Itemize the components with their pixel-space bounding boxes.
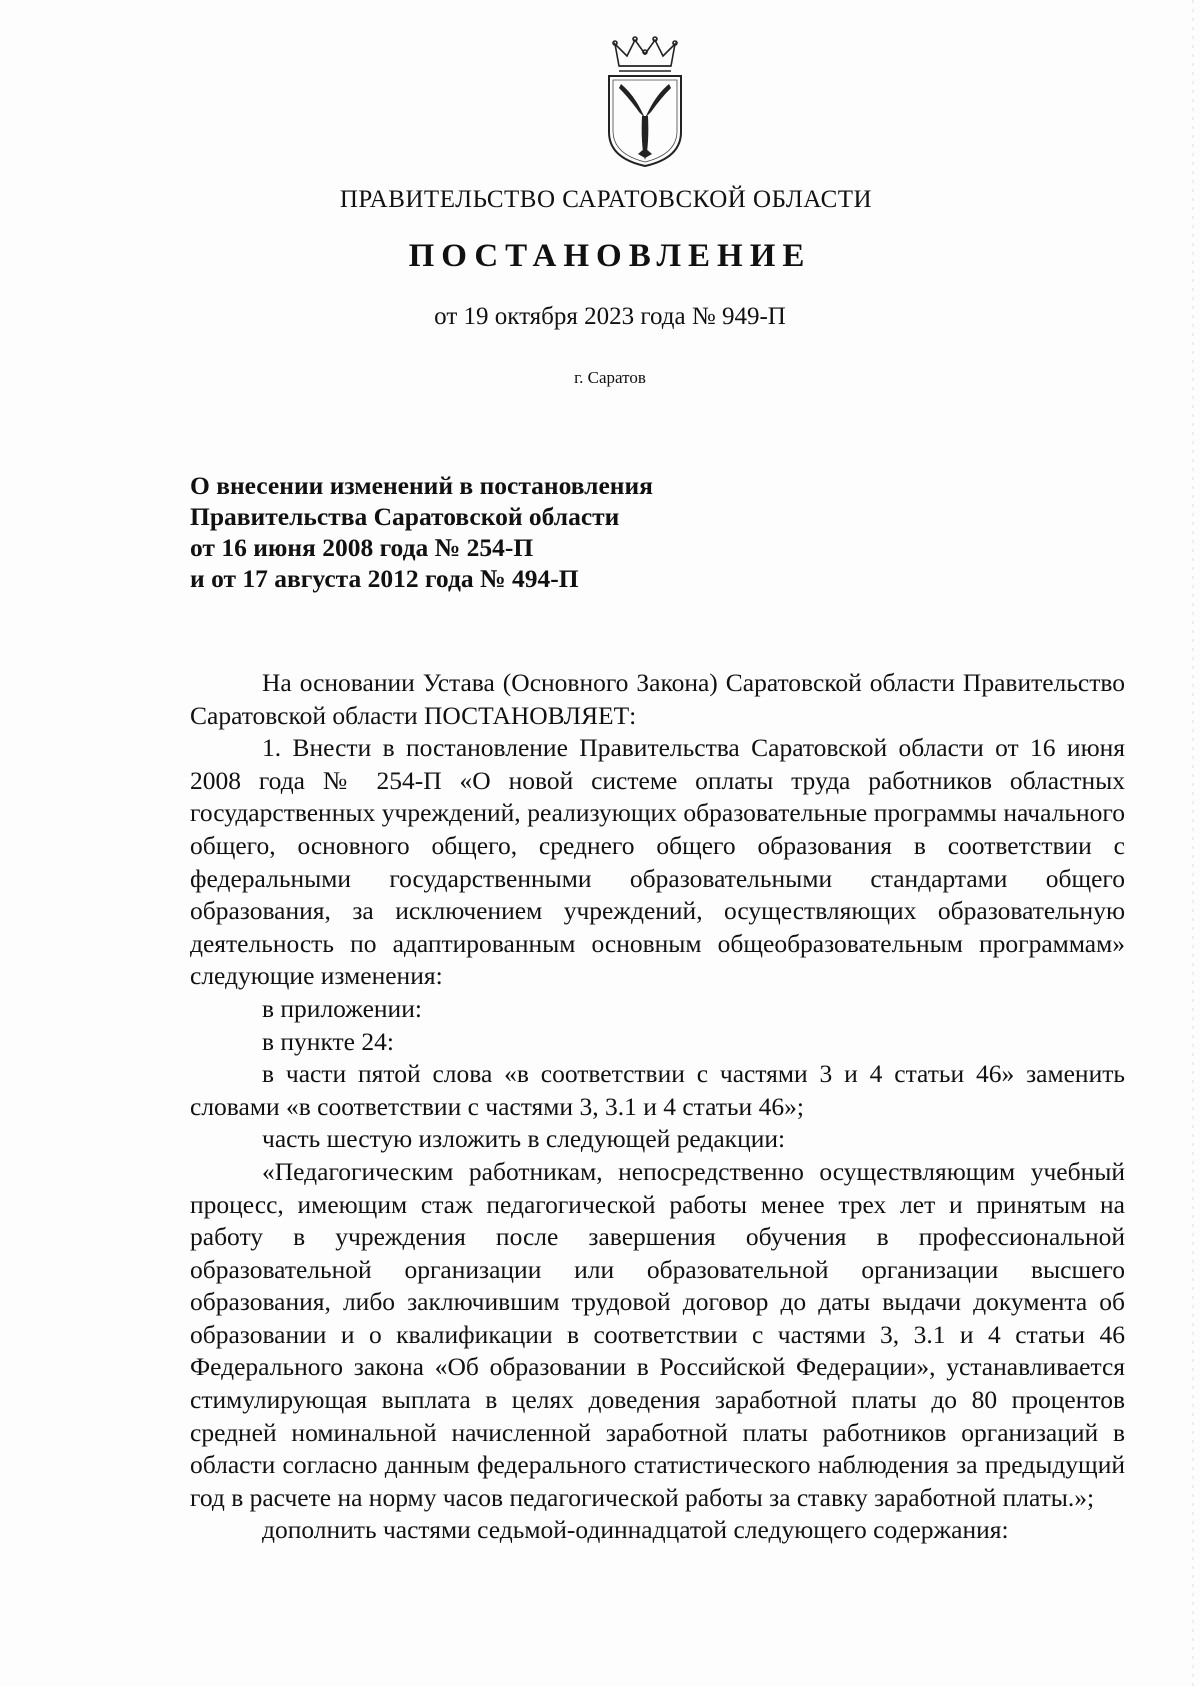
- body-paragraph: в пункте 24:: [262, 1026, 394, 1056]
- subject-line: О внесении изменений в постановления: [190, 471, 653, 500]
- organization-name: ПРАВИТЕЛЬСТВО САРАТОВСКОЙ ОБЛАСТИ: [339, 186, 873, 213]
- body-paragraph: в приложении:: [262, 993, 422, 1023]
- body-paragraph: «Педагогическим работникам, непосредственно осуществляющим учебный процесс, имеющим стаж педагогической работы менее трех лет и принятым на работу в учреждения после завершения обучения в профессиональной образовательной организации или образовательной организации высшего образования, либо заключившим трудовой договор до даты выдачи документа об образовании и о квалификации в соответствии с частями 3, 3.1 и 4 статьи 46 Федерального закона «Об образовании в Российской Федерации», устанавливается стимулирующая выплата в целях доведения заработной платы до 80 процентов средней номинальной начисленной заработной платы работников организаций в области согласно данным федерального статистического наблюдения за предыдущий год в расчете на норму часов педагогической работы за ставку заработной платы.»;: [190, 1156, 1125, 1512]
- subject-line: Правительства Саратовской области: [190, 502, 620, 531]
- document-city: г. Саратов: [574, 368, 646, 387]
- document-subject: [190, 470, 890, 594]
- body-paragraph: часть шестую изложить в следующей редакции:: [262, 1124, 786, 1154]
- body-paragraph: дополнить частями седьмой-одиннадцатой следующего содержания:: [262, 1515, 1009, 1545]
- body-paragraph: На основании Устава (Основного Закона) Саратовской области Правительство Саратовской области ПОСТАНОВЛЯЕТ:: [190, 668, 1125, 730]
- subject-line: и от 17 августа 2012 года № 494-П: [190, 564, 579, 593]
- body-paragraph: 1. Внести в постановление Правительства Саратовской области от 16 июня 2008 года № 254-П «О новой системе оплаты труда работников областных государственных учреждений, реализующих образовательные программы начального общего, основного общего, среднего общего образования в соответствии с федеральными государственными образовательными стандартами общего образования, за исключением учреждений, осуществляющих образовательную деятельность по адаптированным основным общеобразовательным программам» следующие изменения:: [190, 733, 1125, 991]
- document-date-number: от 19 октября 2023 года № 949-П: [434, 303, 786, 330]
- body-paragraph: в части пятой слова «в соответствии с частями 3 и 4 статьи 46» заменить словами «в соответствии с частями 3, 3.1 и 4 статьи 46»;: [190, 1059, 1125, 1121]
- saratov-coat-of-arms-icon: [605, 36, 685, 168]
- document-body: [190, 667, 1125, 1547]
- subject-line: от 16 июня 2008 года № 254-П: [190, 533, 534, 562]
- document-type: ПОСТАНОВЛЕНИЕ: [408, 238, 812, 274]
